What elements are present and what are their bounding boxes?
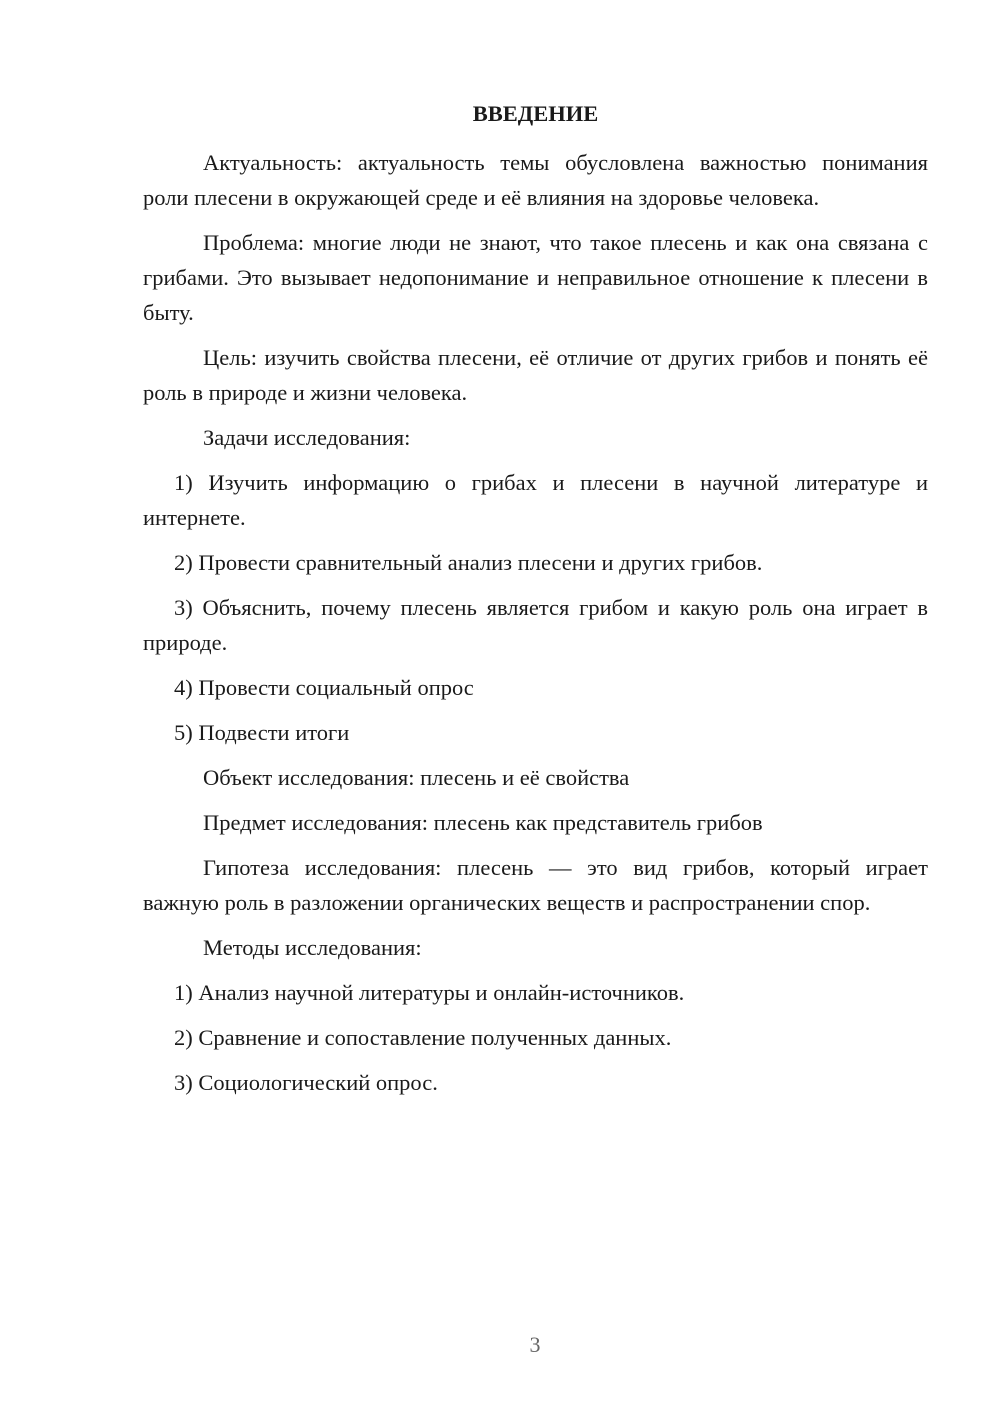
method-item: 2) Сравнение и сопоставление полученных данных. — [174, 1025, 672, 1050]
method-item: 3) Социологический опрос. — [174, 1070, 438, 1095]
task-item: 3) Объяснить, почему плесень является грибом и какую роль она играет в природе. — [143, 595, 928, 655]
methods-heading: Методы исследования: — [203, 935, 422, 960]
subject-paragraph: Предмет исследования: плесень как представитель грибов — [203, 810, 763, 835]
method-item: 1) Анализ научной литературы и онлайн-источников. — [174, 980, 685, 1005]
document-body — [143, 96, 928, 1110]
task-item: 5) Подвести итоги — [174, 720, 350, 745]
page-title: ВВЕДЕНИЕ — [472, 101, 599, 126]
tasks-heading: Задачи исследования: — [203, 425, 411, 450]
task-item: 4) Провести социальный опрос — [174, 675, 474, 700]
hypothesis-paragraph: Гипотеза исследования: плесень — это вид грибов, который играет важную роль в разложении органических веществ и распространении спор. — [143, 855, 928, 915]
task-item: 1) Изучить информацию о грибах и плесени в научной литературе и интернете. — [143, 470, 928, 530]
problem-paragraph: Проблема: многие люди не знают, что такое плесень и как она связана с грибами. Это вызывает недопонимание и неправильное отношение к плесени в быту. — [143, 230, 928, 325]
relevance-paragraph: Актуальность: актуальность темы обусловлена важностью понимания роли плесени в окружающей среде и её влияния на здоровье человека. — [143, 150, 928, 210]
page-number: 3 — [529, 1332, 541, 1357]
goal-paragraph: Цель: изучить свойства плесени, её отличие от других грибов и понять её роль в природе и жизни человека. — [143, 345, 928, 405]
task-item: 2) Провести сравнительный анализ плесени и других грибов. — [174, 550, 763, 575]
object-paragraph: Объект исследования: плесень и её свойства — [203, 765, 630, 790]
